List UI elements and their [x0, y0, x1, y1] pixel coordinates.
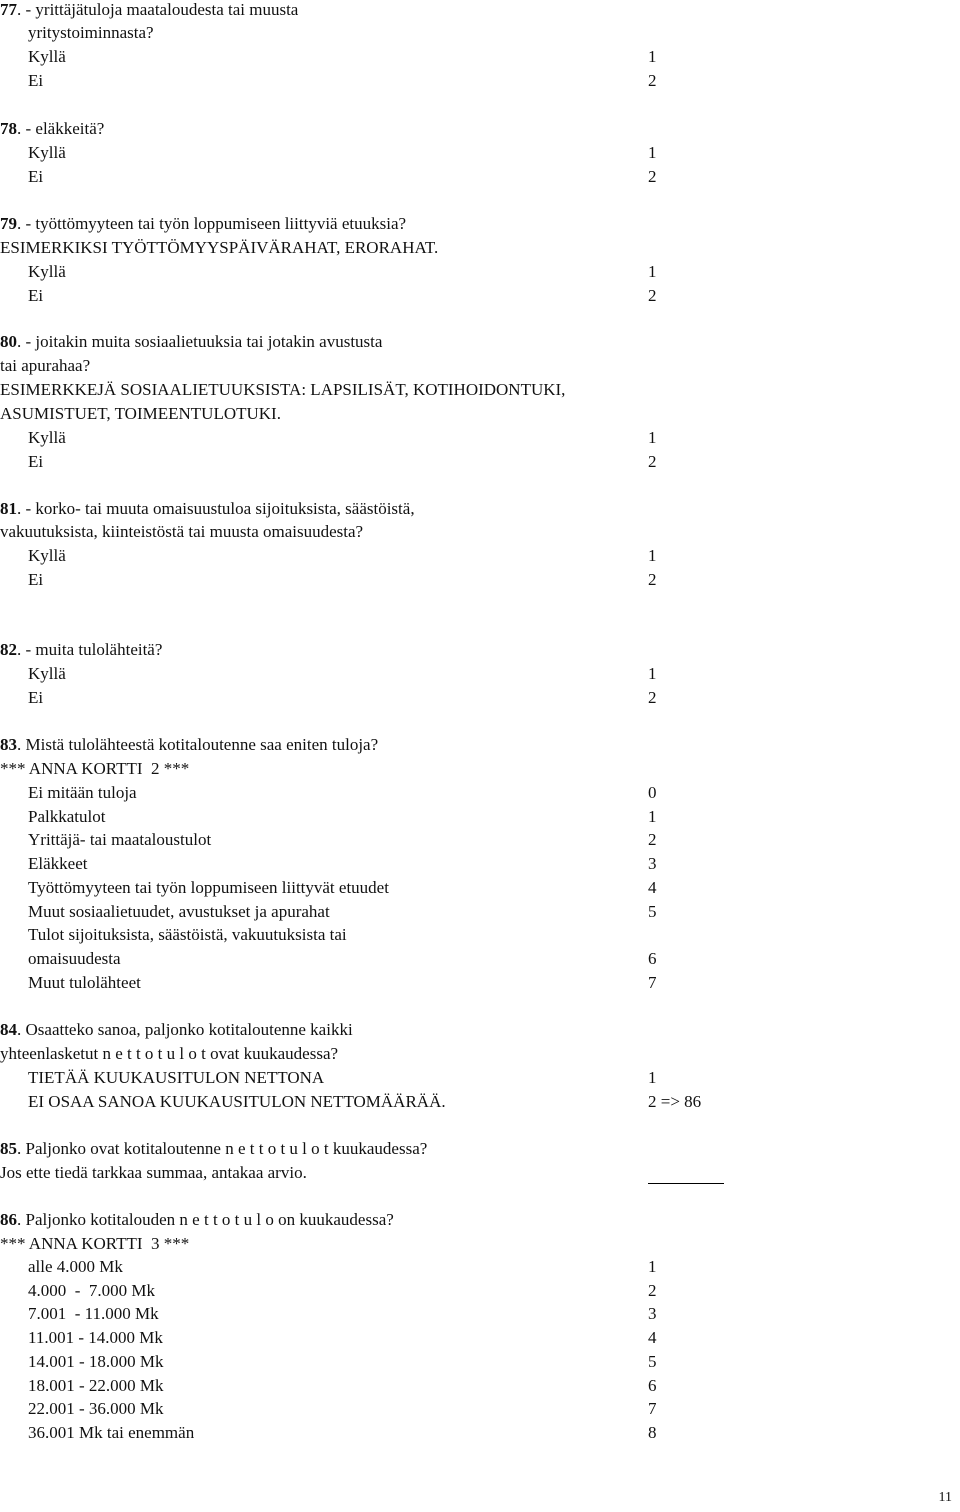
- option-code: 3: [648, 854, 657, 874]
- option-code: 0: [648, 783, 657, 802]
- option-label[interactable]: Ei: [28, 688, 44, 707]
- option-label[interactable]: alle 4.000 Mk: [28, 1257, 123, 1276]
- option-label[interactable]: Ei: [28, 452, 44, 471]
- question-text: . - muita tulolähteitä?: [17, 640, 163, 659]
- page-number: 11: [938, 1490, 952, 1505]
- option-label[interactable]: Kyllä: [28, 262, 66, 281]
- question-instruction: ASUMISTUET, TOIMEENTULOTUKI.: [0, 404, 281, 423]
- option-code: 1: [648, 664, 657, 683]
- question-number: 81: [0, 499, 17, 518]
- question-number: 86: [0, 1210, 17, 1229]
- question-number: 83: [0, 735, 17, 754]
- question-text: . - työttömyyteen tai työn loppumiseen liittyviä etuuksia?: [17, 214, 407, 233]
- option-code: 1: [648, 262, 657, 281]
- option-label[interactable]: omaisuudesta: [28, 948, 121, 968]
- option-label[interactable]: 18.001 - 22.000 Mk: [28, 1375, 164, 1395]
- option-code: 2 => 86: [648, 1092, 702, 1111]
- option-label[interactable]: Muut tulolähteet: [28, 972, 141, 992]
- option-label[interactable]: Muut sosiaalietuudet, avustukset ja apurahat: [28, 901, 330, 921]
- option-label[interactable]: Ei: [28, 570, 44, 589]
- question-85: [0, 1138, 427, 1160]
- option-code: 2: [648, 830, 657, 850]
- question-text: . - joitakin muita sosiaalietuuksia tai jotakin avustusta: [17, 332, 383, 351]
- option-label[interactable]: 7.001 - 11.000 Mk: [28, 1304, 159, 1324]
- option-label[interactable]: Kyllä: [28, 428, 66, 447]
- option-label[interactable]: Ei: [28, 71, 44, 90]
- question-number: 78: [0, 119, 17, 138]
- question-number: 79: [0, 214, 17, 233]
- card-instruction: *** ANNA KORTTI 3 ***: [0, 1234, 190, 1253]
- option-code: 8: [648, 1422, 657, 1442]
- option-label[interactable]: Ei: [28, 286, 44, 305]
- question-number: 77: [0, 0, 17, 19]
- question-84: [0, 1019, 353, 1041]
- question-text-cont: vakuutuksista, kiinteistöstä tai muusta omaisuudesta?: [0, 522, 364, 541]
- option-label[interactable]: Yrittäjä- tai maataloustulot: [28, 830, 212, 850]
- question-text: . - yrittäjätuloja maataloudesta tai muusta: [17, 0, 299, 19]
- option-code: 1: [648, 806, 657, 826]
- question-number: 82: [0, 640, 17, 659]
- question-text: . Paljonko kotitalouden n e t t o t u l o on kuukaudessa?: [17, 1210, 394, 1229]
- option-code: 1: [648, 1257, 657, 1276]
- option-code: 3: [648, 1304, 657, 1324]
- question-86: [0, 1209, 394, 1231]
- option-label[interactable]: Palkkatulot: [28, 806, 106, 826]
- option-code: 1: [648, 143, 657, 162]
- question-instruction: Jos ette tiedä tarkkaa summaa, antakaa arvio.: [0, 1163, 307, 1182]
- option-code: 1: [648, 546, 657, 565]
- option-label[interactable]: Ei: [28, 167, 44, 186]
- option-label[interactable]: 11.001 - 14.000 Mk: [28, 1328, 163, 1348]
- question-81: [0, 498, 415, 520]
- option-label[interactable]: TIETÄÄ KUUKAUSITULON NETTONA: [28, 1068, 325, 1087]
- question-79: [0, 213, 406, 235]
- question-text: . - korko- tai muuta omaisuustuloa sijoituksista, säästöistä,: [17, 499, 415, 518]
- option-code: 5: [648, 1351, 657, 1371]
- option-label[interactable]: 22.001 - 36.000 Mk: [28, 1399, 164, 1419]
- question-text-cont: yritystoiminnasta?: [28, 23, 154, 42]
- option-label[interactable]: 14.001 - 18.000 Mk: [28, 1351, 164, 1371]
- option-label[interactable]: Kyllä: [28, 664, 66, 683]
- option-code: 1: [648, 47, 657, 66]
- option-label[interactable]: Ei mitään tuloja: [28, 783, 137, 802]
- question-text: . Osaatteko sanoa, paljonko kotitaloutenne kaikki: [17, 1020, 353, 1039]
- option-label[interactable]: Eläkkeet: [28, 854, 88, 874]
- question-78: [0, 118, 104, 140]
- question-instruction: ESIMERKKEJÄ SOSIAALIETUUKSISTA: LAPSILISÄT, KOTIHOIDONTUKI,: [0, 380, 566, 399]
- option-code: 2: [648, 1280, 657, 1300]
- question-83: [0, 734, 378, 756]
- option-label[interactable]: EI OSAA SANOA KUUKAUSITULON NETTOMÄÄRÄÄ.: [28, 1092, 446, 1111]
- question-number: 84: [0, 1020, 17, 1039]
- option-code: 7: [648, 972, 657, 992]
- answer-blank-line[interactable]: [648, 1183, 724, 1184]
- option-label[interactable]: 36.001 Mk tai enemmän: [28, 1422, 195, 1442]
- option-code: 2: [648, 167, 657, 186]
- question-number: 85: [0, 1139, 17, 1158]
- question-instruction: ESIMERKIKSI TYÖTTÖMYYSPÄIVÄRAHAT, ERORAHAT.: [0, 238, 439, 257]
- option-label[interactable]: Työttömyyteen tai työn loppumiseen liittyvät etuudet: [28, 877, 389, 897]
- option-code: 2: [648, 71, 657, 90]
- option-code: 6: [648, 948, 657, 968]
- option-label[interactable]: Kyllä: [28, 143, 66, 162]
- option-code: 1: [648, 1068, 657, 1087]
- question-82: [0, 639, 162, 661]
- option-code: 2: [648, 570, 657, 589]
- option-code: 4: [648, 1328, 657, 1348]
- option-label[interactable]: Kyllä: [28, 47, 66, 66]
- option-code: 4: [648, 877, 657, 897]
- question-77: [0, 0, 298, 21]
- question-text: . - eläkkeitä?: [17, 119, 105, 138]
- question-text-cont: yhteenlasketut n e t t o t u l o t ovat kuukaudessa?: [0, 1044, 339, 1063]
- question-text: . Paljonko ovat kotitaloutenne n e t t o t u l o t kuukaudessa?: [17, 1139, 428, 1158]
- option-code: 2: [648, 286, 657, 305]
- option-label[interactable]: 4.000 - 7.000 Mk: [28, 1280, 156, 1300]
- question-number: 80: [0, 332, 17, 351]
- question-80: [0, 331, 382, 353]
- option-label[interactable]: Kyllä: [28, 546, 66, 565]
- option-code: 1: [648, 428, 657, 447]
- option-code: 5: [648, 901, 657, 921]
- question-text: . Mistä tulolähteestä kotitaloutenne saa eniten tuloja?: [17, 735, 379, 754]
- card-instruction: *** ANNA KORTTI 2 ***: [0, 759, 190, 778]
- option-label[interactable]: Tulot sijoituksista, säästöistä, vakuutuksista tai: [28, 925, 347, 945]
- question-text-cont: tai apurahaa?: [0, 356, 91, 375]
- option-code: 7: [648, 1399, 657, 1419]
- option-code: 6: [648, 1375, 657, 1395]
- option-code: 2: [648, 688, 657, 707]
- option-code: 2: [648, 452, 657, 471]
